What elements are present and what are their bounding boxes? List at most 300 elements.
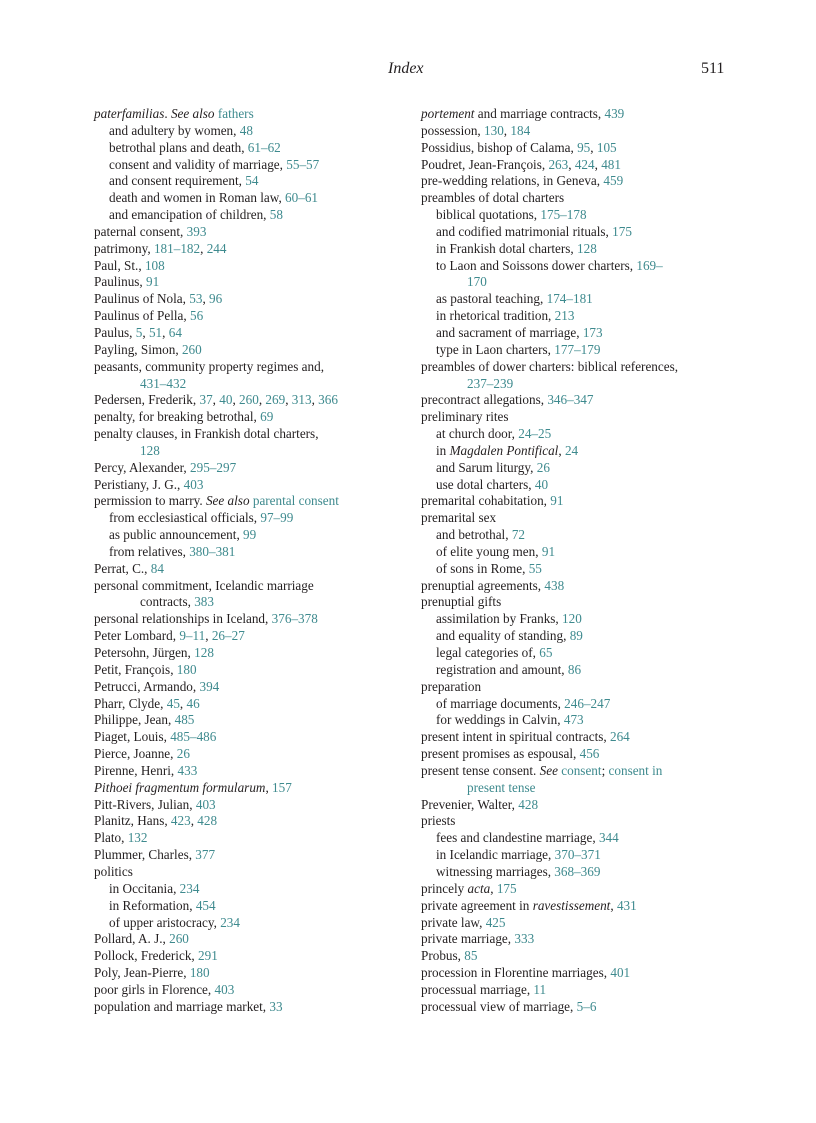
entry-text: prenuptial agreements, [421,577,545,593]
entry-text: Pollard, A. J., [94,931,170,947]
page-reference[interactable]: 55 [528,560,542,576]
entry-text: Probus, [421,948,465,964]
entry-text: to Laon and Soissons dower charters, [436,257,637,273]
index-entry [421,392,733,409]
entry-text: , [142,324,149,340]
page-reference[interactable]: 5–6 [576,998,597,1014]
page-reference[interactable]: 56 [189,308,204,324]
page-reference[interactable]: 234 [220,914,240,930]
page-reference[interactable]: 433 [177,762,198,778]
index-entry [94,948,404,965]
page-reference[interactable]: 89 [569,628,583,644]
page-reference[interactable]: 54 [245,173,259,189]
page-reference[interactable]: 64 [168,324,182,340]
index-subentry [421,561,733,578]
index-entry [94,106,404,123]
italic-text: acta [467,880,491,896]
page-reference[interactable]: 128 [194,645,214,660]
index-entry [421,729,733,746]
page-reference[interactable]: 26 [536,459,550,475]
page-reference[interactable]: 423 [170,813,191,829]
page-reference[interactable]: 269 [265,392,286,408]
page-reference[interactable]: 40 [534,476,549,492]
entry-text: . [164,106,171,121]
page-reference[interactable]: 368–369 [554,863,601,879]
page-reference[interactable]: 428 [518,796,539,812]
index-entry [94,999,404,1016]
page-reference[interactable]: 60–61 [285,190,319,206]
index-continuation [421,780,733,797]
index-entry [94,308,404,325]
page-reference[interactable]: 86 [567,661,582,677]
index-entry [94,274,404,291]
entry-text: Piaget, Louis, [94,729,171,745]
entry-text: and consent requirement, [109,173,246,189]
index-entry [94,359,404,376]
entry-text: present tense consent. [421,762,540,778]
entry-text: premarital cohabitation, [421,493,551,509]
index-entry [421,578,733,595]
index-subentry [421,662,733,679]
page-reference[interactable]: 456 [579,746,600,762]
page-reference[interactable]: 333 [514,931,535,947]
italic-text: Magdalen Pontifical [449,442,559,458]
page-reference[interactable]: 344 [598,830,619,846]
page-reference[interactable]: 234 [179,880,200,896]
index-entry [94,224,404,241]
page-reference[interactable]: 264 [609,729,630,745]
entry-text: Pharr, Clyde, [94,695,167,711]
page-reference[interactable]: 481 [601,156,621,172]
entry-text: of sons in Rome, [436,560,529,576]
entry-text: preliminary rites [421,409,509,425]
entry-text: private agreement in [421,897,533,913]
index-entry [94,797,404,814]
index-entry [421,813,733,830]
page-reference[interactable]: 184 [510,122,531,138]
page-reference[interactable]: 33 [269,998,283,1014]
index-subentry [421,477,733,494]
page-reference[interactable]: 130 [484,122,504,138]
page-reference[interactable]: 174–181 [546,291,593,307]
page-reference[interactable]: 58 [269,207,283,223]
page-reference[interactable]: 454 [195,897,216,913]
entry-text: Planitz, Hans, [94,813,171,829]
page-reference[interactable]: 96 [209,291,223,307]
index-subentry [421,291,733,308]
page-reference[interactable]: 11 [533,981,547,997]
entry-text: permission to marry. [94,493,206,509]
page-reference[interactable]: 45 [166,695,180,711]
index-entry [94,426,404,443]
page-reference[interactable]: 438 [544,577,565,593]
entry-text: and marriage contracts, [474,106,605,121]
page-reference[interactable]: 180 [176,661,197,677]
page-reference[interactable]: consent in [608,762,663,778]
entry-text: paternal consent, [94,223,187,239]
index-subentry [94,207,404,224]
running-header [0,60,816,84]
page-reference[interactable]: 425 [485,914,506,930]
entry-text: Paul, St., [94,257,145,273]
entry-text: in rhetorical tradition, [436,308,555,324]
page-reference[interactable]: 97–99 [260,510,294,526]
entry-text: , [568,156,575,172]
entry-text: assimilation by Franks, [436,611,563,627]
index-entry [94,679,404,696]
index-subentry [94,157,404,174]
entry-text: of upper aristocracy, [109,914,221,930]
page-reference[interactable]: 431 [616,897,637,913]
italic-text: See also [170,106,215,121]
page-reference[interactable]: 72 [511,527,525,543]
page-reference[interactable]: 175–178 [540,207,587,223]
entry-text: , [190,813,198,829]
page-reference[interactable]: 181–182 [153,240,201,256]
page-reference[interactable]: 383 [194,594,214,610]
index-entry [421,999,733,1016]
index-subentry [94,140,404,157]
page-reference[interactable]: 5 [135,324,143,340]
entry-text: Pierce, Joanne, [94,746,177,762]
page-reference[interactable]: 132 [127,830,148,846]
page-reference[interactable]: 424 [574,156,595,172]
index-entry [94,628,404,645]
entry-text: possession, [421,122,485,138]
page-reference[interactable]: 170 [467,274,487,290]
entry-text: contracts, [140,594,195,610]
index-entry [94,982,404,999]
entry-text: , [285,392,292,408]
entry-text: Payling, Simon, [94,341,182,357]
page-reference[interactable]: 53 [189,291,203,307]
entry-text: prenuptial gifts [421,594,502,610]
page-reference[interactable]: 84 [150,560,164,576]
index-subentry [94,510,404,527]
page-reference[interactable]: 260 [239,392,259,408]
page-reference[interactable]: 370–371 [554,847,601,863]
page-reference[interactable]: 439 [604,106,625,121]
page-reference[interactable]: 61–62 [247,139,281,155]
page-reference[interactable]: 91 [541,543,556,559]
entry-text: of marriage documents, [436,695,565,711]
entry-text: and Sarum liturgy, [436,459,537,475]
page-reference[interactable]: 459 [603,173,624,189]
index-entry [94,493,404,510]
index-entry [421,746,733,763]
page-reference[interactable]: 157 [272,779,292,795]
entry-text: biblical quotations, [436,207,541,223]
page-reference[interactable]: 346–347 [547,392,594,408]
page-reference[interactable]: 175 [496,880,517,896]
index-subentry [421,527,733,544]
page-reference[interactable]: 295–297 [190,459,237,475]
page-reference[interactable]: 40 [219,392,233,408]
page-reference[interactable]: 95 [577,139,591,155]
entry-text: present intent in spiritual contracts, [421,729,610,745]
entry-text: , [594,156,602,172]
entry-text: , [590,139,597,155]
entry-text: Petersohn, Jürgen, [94,645,195,660]
page-reference[interactable]: 393 [186,223,207,239]
page-reference[interactable]: consent [561,762,602,778]
page-reference[interactable]: 213 [554,308,575,324]
page-reference[interactable]: parental consent [252,493,339,509]
page-reference[interactable]: 380–381 [189,543,236,559]
index-subentry [421,325,733,342]
page-reference[interactable]: 51 [148,324,163,340]
page-reference[interactable]: 24 [564,442,579,458]
running-title: Index [388,60,424,77]
index-continuation [94,443,404,460]
page-reference[interactable]: 24–25 [518,426,552,442]
index-continuation [94,594,404,611]
entry-text: priests [421,813,456,829]
entry-text: Paulinus, [94,274,147,290]
index-subentry [94,544,404,561]
entry-text: from ecclesiastical officials, [109,510,261,526]
entry-text: personal relationships in Iceland, [94,611,272,627]
page-reference[interactable]: fathers [217,106,254,121]
page-reference[interactable]: 105 [596,139,617,155]
entry-text: and adultery by women, [109,122,240,138]
entry-text: , [490,880,497,896]
index-entry [94,578,404,595]
entry-text: Pedersen, Frederik, [94,392,200,408]
entry-text: Possidius, bishop of Calama, [421,139,578,155]
entry-text: for weddings in Calvin, [436,712,564,728]
entry-text: , [610,897,617,913]
page-reference[interactable]: 366 [318,392,338,408]
page-reference[interactable]: 180 [189,965,210,981]
page-reference[interactable]: 291 [198,948,218,964]
index-subentry [421,645,733,662]
page-reference[interactable]: 431–432 [140,375,187,391]
page-reference[interactable]: 85 [464,948,478,964]
entry-text: poor girls in Florence, [94,981,215,997]
index-column-right [421,106,733,1016]
entry-text: Petit, François, [94,661,177,677]
entry-text: and equality of standing, [436,628,570,644]
index-subentry [421,241,733,258]
entry-text: preambles of dotal charters [421,190,565,206]
page-reference[interactable]: 403 [195,796,216,812]
entry-text: Paulus, [94,324,136,340]
page-reference[interactable]: present tense [467,779,536,795]
index-entry [421,982,733,999]
index-entry [421,797,733,814]
page-reference[interactable]: 263 [548,156,569,172]
index-entry [94,561,404,578]
entry-text: of elite young men, [436,543,542,559]
index-entry [421,140,733,157]
entry-text: personal commitment, Icelandic marriage [94,577,314,593]
index-subentry [421,342,733,359]
page-reference[interactable]: 175 [612,223,632,239]
page-reference[interactable]: 376–378 [271,611,318,627]
page-reference[interactable]: 108 [144,257,165,273]
index-subentry [421,628,733,645]
page-reference[interactable]: 65 [539,645,553,660]
italic-text: See also [205,493,250,509]
index-entry [94,392,404,409]
index-entry [421,763,733,780]
index-entry [421,948,733,965]
entry-text: use dotal charters, [436,476,535,492]
index-entry [94,241,404,258]
page-reference[interactable]: 48 [239,122,253,138]
entry-text: Poly, Jean-Pierre, [94,965,190,981]
entry-text: Pollock, Frederick, [94,948,199,964]
index-subentry [421,847,733,864]
index-entry [94,409,404,426]
page-reference[interactable]: 237–239 [467,375,514,391]
entry-text: procession in Florentine marriages, [421,965,611,981]
page-reference[interactable]: 9–11 [179,628,206,644]
entry-text: , [503,122,511,138]
page-reference[interactable]: 55–57 [286,156,320,172]
entry-text: registration and amount, [436,661,568,677]
page-reference[interactable]: 377 [195,847,216,863]
index-subentry [421,308,733,325]
entry-text: and sacrament of marriage, [436,324,583,340]
entry-text: and betrothal, [436,527,512,543]
page-reference[interactable]: 173 [582,324,603,340]
entry-text: Perrat, C., [94,560,151,576]
index-subentry [94,527,404,544]
italic-text: See [539,762,558,778]
index-entry [421,915,733,932]
index-entry [94,477,404,494]
entry-text: fees and clandestine marriage, [436,830,599,846]
entry-text: witnessing marriages, [436,863,555,879]
index-subentry [421,207,733,224]
page-reference[interactable]: 169– [636,257,663,273]
index-subentry [94,123,404,140]
page-reference[interactable]: 69 [260,409,274,425]
page-reference[interactable]: 313 [291,392,312,408]
entry-text: peasants, community property regimes and, [94,358,324,374]
index-subentry [94,881,404,898]
page-reference[interactable]: 401 [610,965,631,981]
index-subentry [94,915,404,932]
page-reference[interactable]: 91 [550,493,564,509]
italic-text: portement [421,106,475,121]
index-continuation [94,376,404,393]
index-entry [94,813,404,830]
entry-text: princely [421,880,468,896]
index-subentry [421,830,733,847]
index-subentry [421,426,733,443]
page-reference[interactable]: 485–486 [170,729,217,745]
index-entry [421,898,733,915]
index-entry [421,931,733,948]
index-entry [421,157,733,174]
page-reference[interactable]: 428 [197,813,218,829]
entry-text: processual marriage, [421,981,534,997]
page-reference[interactable]: 128 [140,442,160,458]
index-entry [421,190,733,207]
index-entry [421,493,733,510]
entry-text: Poudret, Jean-François, [421,156,549,172]
entry-text: and emancipation of children, [109,207,270,223]
page-reference[interactable]: 99 [243,527,257,543]
entry-text: , [212,392,220,408]
entry-text: , [232,392,240,408]
entry-text: processual view of marriage, [421,998,577,1014]
entry-text: private law, [421,914,486,930]
index-subentry [421,712,733,729]
page-reference[interactable]: 403 [214,981,235,997]
entry-text: in Reformation, [109,897,196,913]
entry-text: , [311,392,319,408]
index-entry [94,712,404,729]
entry-text: private marriage, [421,931,515,947]
index-entry [94,342,404,359]
page-reference[interactable]: 46 [186,695,200,711]
page-reference[interactable]: 128 [577,240,597,256]
page-reference[interactable]: 120 [562,611,582,627]
page-reference[interactable]: 37 [199,392,213,408]
page-reference[interactable]: 260 [169,931,189,947]
entry-text: in Occitania, [109,880,180,896]
page-reference[interactable]: 26 [176,746,190,762]
page-reference[interactable]: 260 [181,341,202,357]
index-entry [94,780,404,797]
entry-text: at church door, [436,426,519,442]
page-reference[interactable]: 26–27 [211,628,245,644]
entry-text: , [200,240,207,256]
page-reference[interactable]: 403 [183,476,204,492]
entry-text: preparation [421,678,482,694]
index-subentry [421,611,733,628]
page-reference[interactable]: 394 [199,678,220,694]
index-entry [421,359,733,376]
index-entry [94,291,404,308]
entry-text: , [258,392,266,408]
italic-text: ravestissement [532,897,611,913]
entry-text: Prevenier, Walter, [421,796,519,812]
page-reference[interactable]: 244 [206,240,227,256]
page-reference[interactable]: 91 [146,274,160,290]
entry-text: in [436,442,450,458]
entry-text: consent and validity of marriage, [109,156,287,172]
entry-text: precontract allegations, [421,392,548,408]
entry-text: pre-wedding relations, in Geneva, [421,173,604,189]
entry-text: type in Laon charters, [436,341,555,357]
entry-text: penalty, for breaking betrothal, [94,409,261,425]
index-entry [421,123,733,140]
index-entry [94,729,404,746]
page-reference[interactable]: 177–179 [554,341,601,357]
index-entry [421,965,733,982]
entry-text: Paulinus of Pella, [94,308,190,324]
index-subentry [421,258,733,275]
page-reference[interactable]: 246–247 [564,695,611,711]
entry-text: legal categories of, [436,645,540,660]
index-subentry [421,864,733,881]
page-reference[interactable]: 485 [174,712,195,728]
page-reference[interactable]: 473 [563,712,584,728]
index-entry [94,645,404,662]
index-entry [421,173,733,190]
entry-text: premarital sex [421,510,497,526]
index-column-left [94,106,404,1016]
entry-text: Pitt-Rivers, Julian, [94,796,196,812]
entry-text: Plato, [94,830,128,846]
entry-text: Paulinus of Nola, [94,291,190,307]
index-entry [94,746,404,763]
